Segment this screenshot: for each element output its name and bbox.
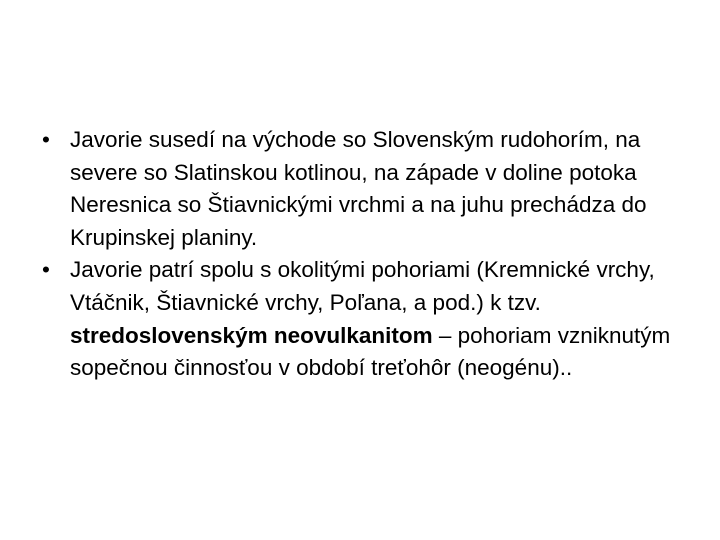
bullet-text: Javorie susedí na východe so Slovenským rudohorím, na severe so Slatinskou kotlinou, na západe v doline potoka Neresnica so Štiavnickými vrchmi a na juhu prechádza do Krupinskej planiny. bbox=[70, 127, 647, 250]
bullet-text-after: – pohoriam vzniknutým sopečnou činnosťou v období treťohôr (neogénu).. bbox=[70, 322, 671, 381]
bullet-item-neighbors bbox=[38, 124, 678, 254]
bullet-text-bold: stredoslovenským neovulkanitom bbox=[70, 322, 433, 348]
bullet-marker: • bbox=[42, 127, 50, 152]
bullet-text-before: Javorie patrí spolu s okolitými pohoriami (Kremnické vrchy, Vtáčnik, Štiavnické vrchy, Poľana, a pod.) k tzv. bbox=[70, 257, 655, 315]
bullet-list bbox=[38, 124, 678, 385]
bullet-marker: • bbox=[42, 257, 50, 283]
bullet-item-neovolcanics bbox=[38, 254, 678, 384]
